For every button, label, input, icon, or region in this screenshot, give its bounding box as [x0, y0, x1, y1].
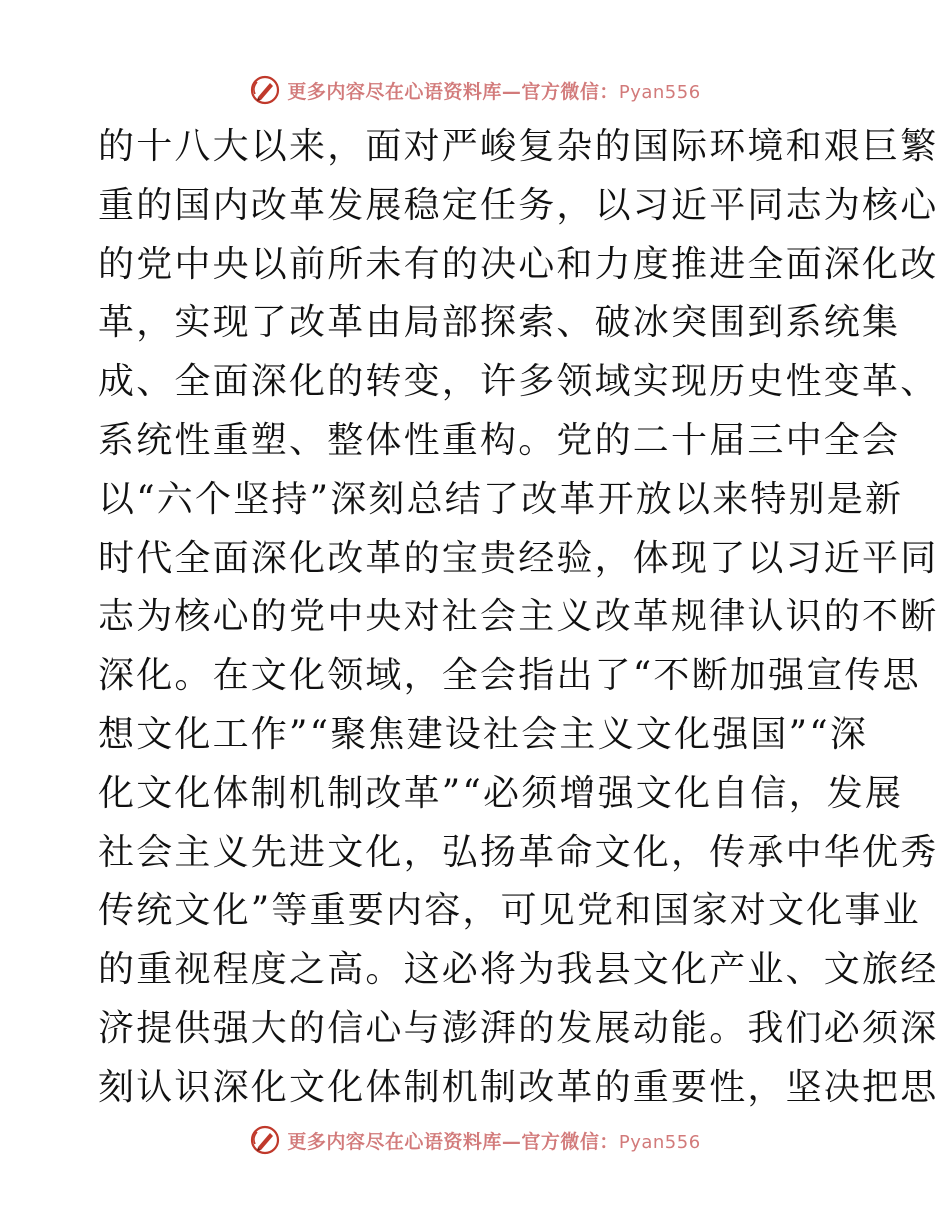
text-line: 的十八大以来，面对严峻复杂的国际环境和艰巨繁 — [98, 126, 939, 167]
text-line: 革，实现了改革由局部探索、破冰突围到系统集 — [98, 302, 901, 344]
text-line: 志为核心的党中央对社会主义改革规律认识的不断 — [98, 596, 939, 638]
text-line: 传统文化”等重要内容，可见党和国家对文化事业 — [98, 890, 921, 932]
text-line: 刻认识深化文化体制机制改革的重要性，坚决把思 — [98, 1066, 939, 1108]
text-line: 系统性重塑、整体性重构。党的二十届三中全会 — [98, 419, 901, 461]
pen-logo-icon — [249, 1124, 281, 1156]
text-line: 化文化体制机制改革”“必须增强文化自信，发展 — [98, 772, 904, 814]
watermark-id: Pyan556 — [618, 1131, 701, 1153]
text-line: 社会主义先进文化，弘扬革命文化，传承中华优秀 — [98, 831, 939, 873]
watermark-text: 更多内容尽在心语资料库—官方微信：Pyan556 — [287, 80, 701, 103]
text-line: 时代全面深化改革的宝贵经验，体现了以习近平同 — [98, 537, 939, 579]
watermark-text: 更多内容尽在心语资料库—官方微信：Pyan556 — [287, 1130, 701, 1153]
header-watermark — [0, 70, 950, 110]
text-line: 以“六个坚持”深刻总结了改革开放以来特别是新 — [98, 478, 904, 520]
document-body — [98, 118, 939, 1118]
watermark-id: Pyan556 — [618, 81, 701, 103]
text-line: 成、全面深化的转变，许多领域实现历史性变革、 — [98, 361, 939, 403]
footer-watermark — [0, 1120, 950, 1160]
text-line: 济提供强大的信心与澎湃的发展动能。我们必须深 — [98, 1007, 939, 1049]
pen-logo-icon — [249, 74, 281, 106]
text-line: 的党中央以前所未有的决心和力度推进全面深化改 — [98, 243, 939, 285]
text-line: 深化。在文化领域，全会指出了“不断加强宣传思 — [98, 655, 921, 697]
text-line: 重的国内改革发展稳定任务，以习近平同志为核心 — [98, 184, 939, 226]
text-line: 想文化工作”“聚焦建设社会主义文化强国”“深 — [98, 713, 869, 755]
text-line: 的重视程度之高。这必将为我县文化产业、文旅经 — [98, 949, 939, 991]
